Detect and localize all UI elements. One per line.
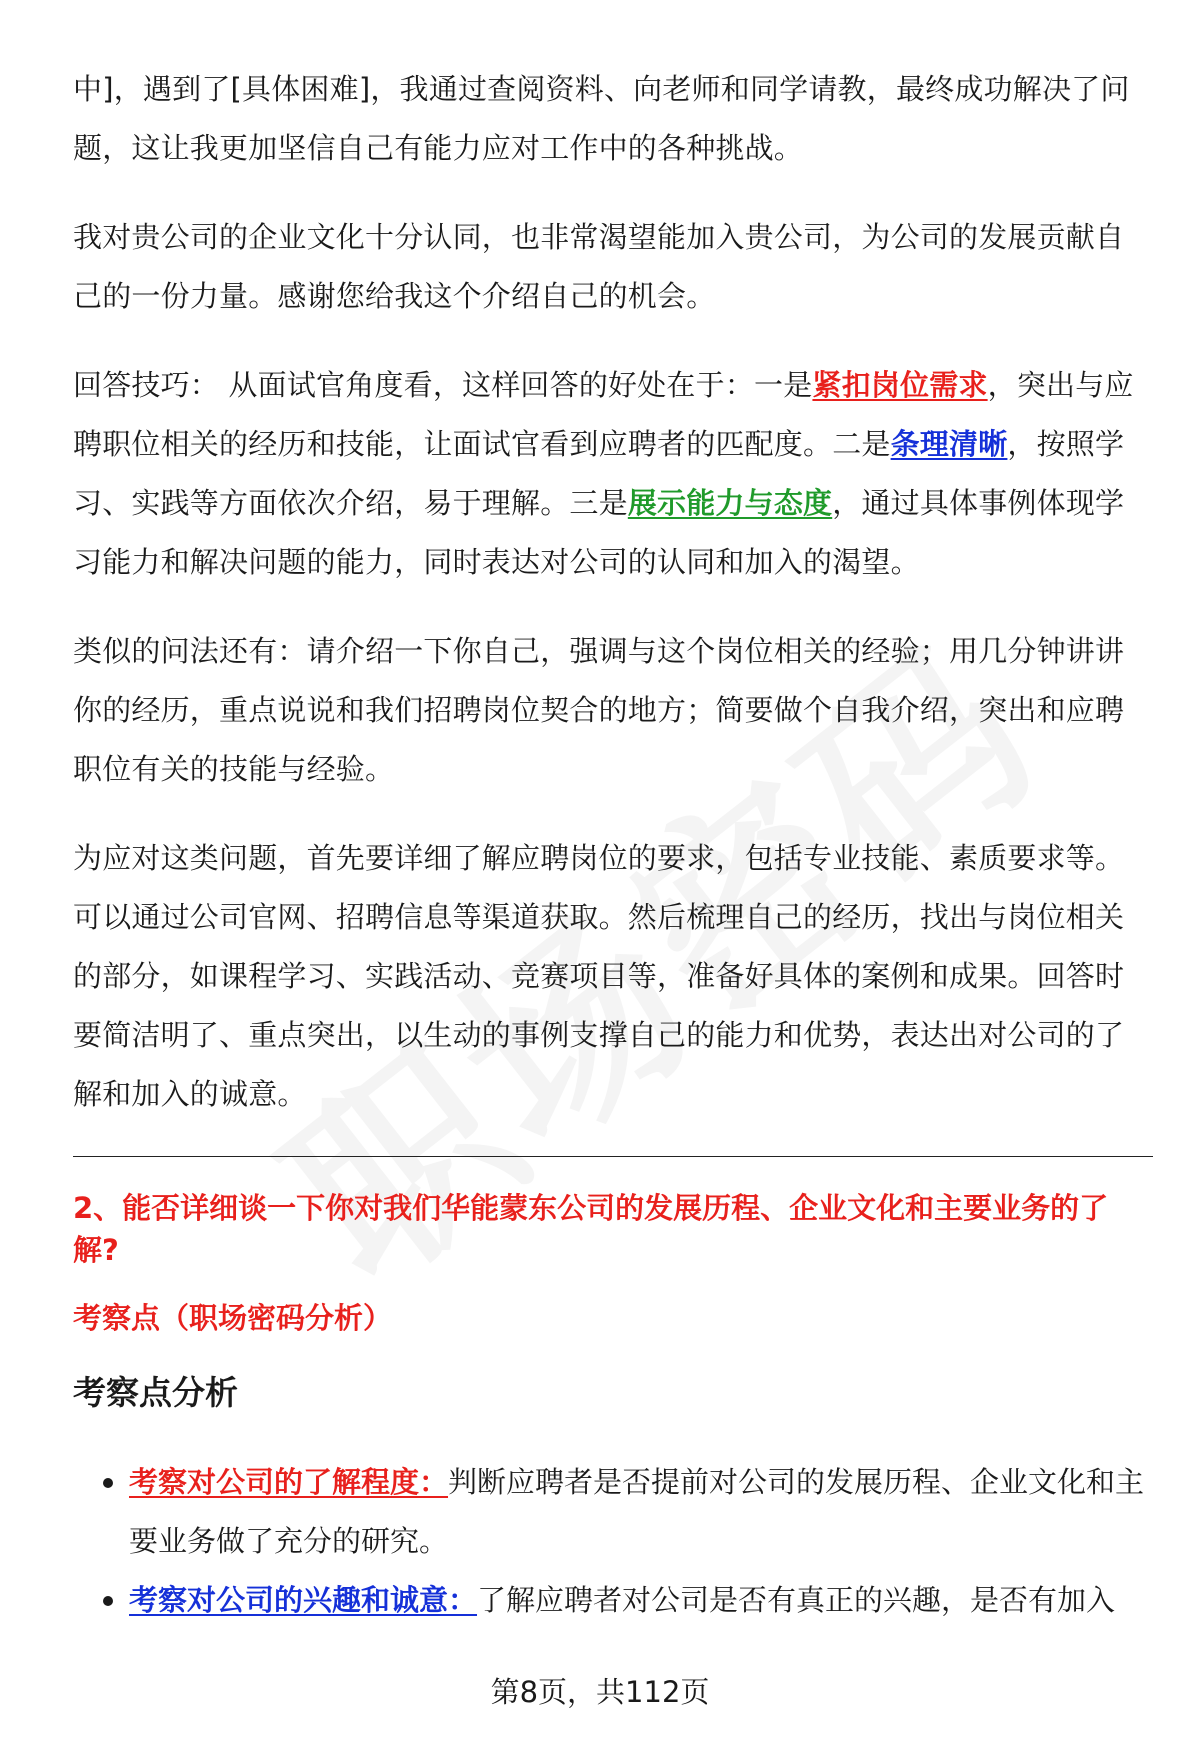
paragraph-1: 中]，遇到了[具体困难]，我通过查阅资料、向老师和同学请教，最终成功解决了问题，这让我更加坚信自己有能力应对工作中的各种挑战。 <box>73 72 1130 165</box>
bullet-dot-icon <box>103 1596 113 1606</box>
tips-text-3: ，按照学习、实践等方面依次介绍，易于理解。三是 <box>73 427 1125 520</box>
question-2-title: 2、能否详细谈一下你对我们华能蒙东公司的发展历程、企业文化和主要业务的了解? <box>73 1191 1109 1267</box>
similar-questions-paragraph: 类似的问法还有：请介绍一下你自己，强调与这个岗位相关的经验；用几分钟讲讲你的经历，重点说说和我们招聘岗位契合的地方；简要做个自我介绍，突出和应聘职位有关的技能与经验。 <box>73 634 1125 786</box>
page-number-footer: 第8页，共112页 <box>490 1675 710 1709</box>
list-item <box>73 1453 1153 1571</box>
bullet-label: 考察对公司的兴趣和诚意： <box>129 1583 478 1617</box>
bullet-dot-icon <box>103 1478 113 1488</box>
tips-text-1: 回答技巧： 从面试官角度看，这样回答的好处在于：一是 <box>73 368 813 402</box>
answer-tips-paragraph <box>73 356 1153 592</box>
bullet-label: 考察对公司的了解程度： <box>129 1465 449 1499</box>
question-2-subheading: 考察点（职场密码分析） <box>73 1301 393 1335</box>
preparation-paragraph: 为应对这类问题，首先要详细了解应聘岗位的要求，包括专业技能、素质要求等。可以通过公司官网、招聘信息等渠道获取。然后梳理自己的经历，找出与岗位相关的部分，如课程学习、实践活动、竞赛项目等，准备好具体的案例和成果。回答时要简洁明了、重点突出，以生动的事例支撑自己的能力和优势，表达出对公司的了解和加入的诚意。 <box>73 841 1125 1111</box>
list-item <box>73 1571 1153 1630</box>
analysis-bullet-list <box>73 1453 1153 1630</box>
highlight-ability-attitude: 展示能力与态度 <box>627 486 833 520</box>
analysis-heading: 考察点分析 <box>73 1373 238 1412</box>
highlight-clear-structure: 条理清晰 <box>890 427 1008 461</box>
bullet-text: 了解应聘者对公司是否有真正的兴趣，是否有加入 <box>477 1583 1116 1617</box>
section-divider <box>73 1156 1153 1157</box>
bullet-text: 判断应聘者是否提前对公司的发展历程、企业文化和主要业务做了充分的研究。 <box>129 1465 1145 1558</box>
tips-text-2: ，突出与应聘职位相关的经历和技能，让面试官看到应聘者的匹配度。二是 <box>73 368 1134 461</box>
page-content <box>73 60 1153 1630</box>
tips-text-4: ，通过具体事例体现学习能力和解决问题的能力，同时表达对公司的认同和加入的渴望。 <box>73 486 1125 579</box>
highlight-job-requirements: 紧扣岗位需求 <box>812 368 988 402</box>
paragraph-2: 我对贵公司的企业文化十分认同，也非常渴望能加入贵公司，为公司的发展贡献自己的一份力量。感谢您给我这个介绍自己的机会。 <box>73 220 1125 313</box>
